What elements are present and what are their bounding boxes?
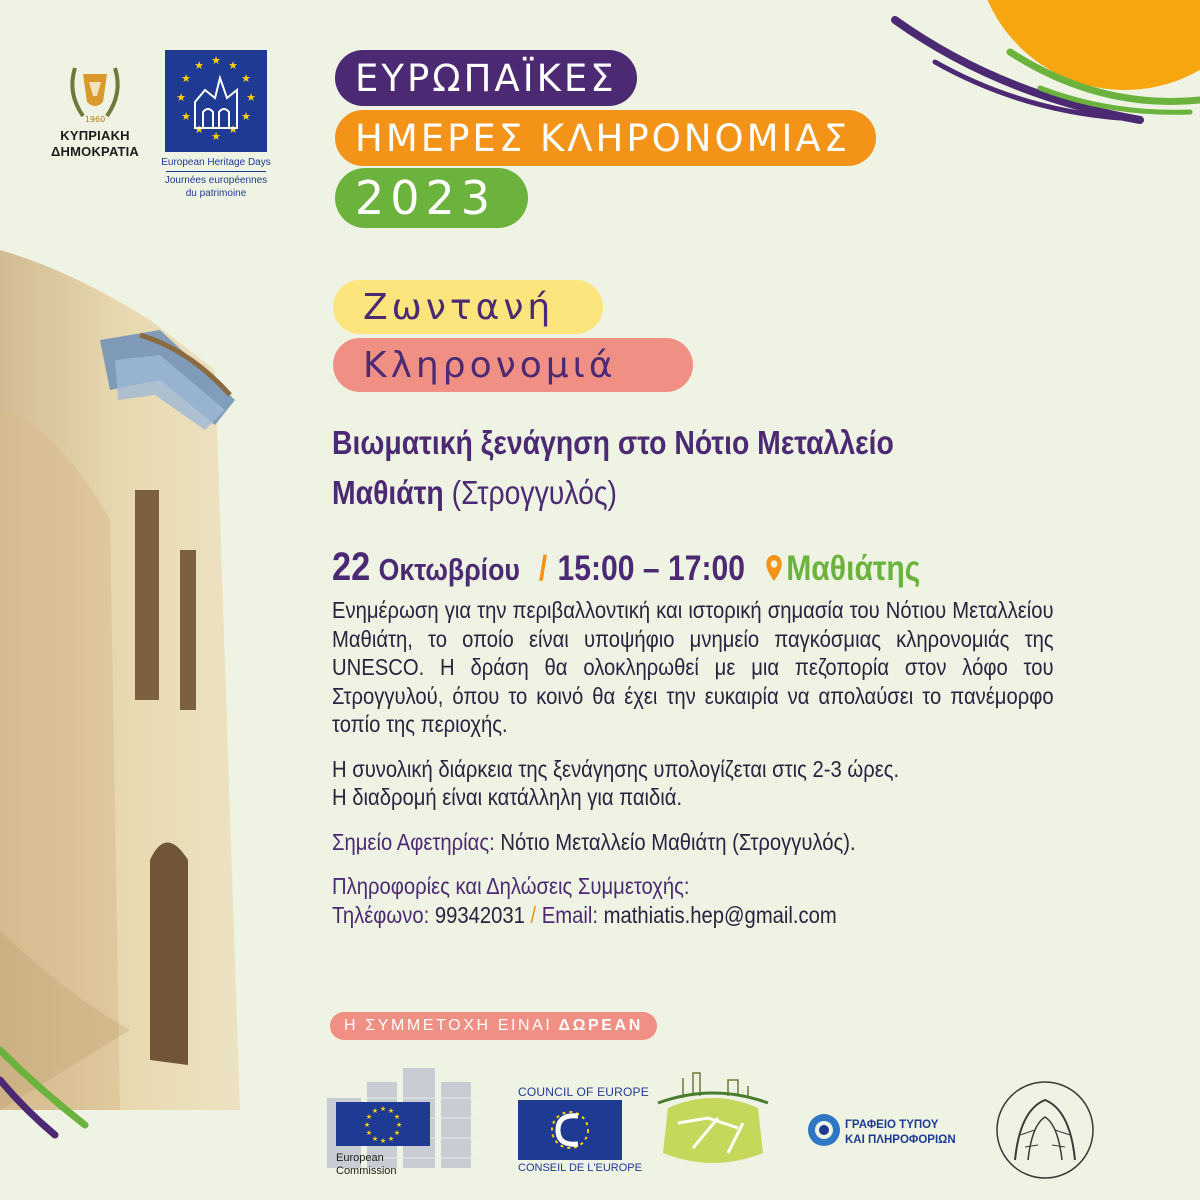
council-of-europe-icon [518,1100,622,1160]
title-year: 2023 [335,168,528,228]
suitability-line: Η διαδρομή είναι κατάλληλη για παιδιά. [332,784,683,810]
start-point-value: Νότιο Μεταλλείο Μαθιάτη (Στρογγυλός). [494,828,856,855]
svg-text:★: ★ [395,1121,403,1129]
svg-text:★: ★ [365,1113,373,1121]
theme-line1: Ζωντανή [333,280,603,334]
eu-flag-stars-icon [336,1102,430,1146]
cyprus-name-line1: ΚΥΠΡΙΑΚΗ [60,128,130,143]
ec-line2: Commission [336,1165,397,1177]
ehd-line2: Journées européennes [164,175,268,186]
svg-text:★: ★ [393,1113,401,1121]
info-label: Πληροφορίες και Δηλώσεις Συμμετοχής: [332,873,690,899]
svg-text:★: ★ [241,110,251,123]
contact-line [332,901,1054,930]
building-illustration [0,230,320,1140]
svg-text:★: ★ [363,1121,371,1129]
svg-text:★: ★ [194,59,204,72]
svg-text:★: ★ [211,130,221,143]
svg-text:★: ★ [176,91,186,104]
cave-icon [990,1075,1100,1185]
email-value[interactable]: mathiatis.hep@gmail.com [598,901,837,928]
svg-text:★: ★ [194,123,204,136]
european-commission-label [336,1152,397,1178]
map-pin-icon [766,554,783,582]
event-title-line1: Βιωματική ξενάγηση στο Νότιο Μεταλλείο [332,424,894,461]
pio-line2: ΚΑΙ ΠΛΗΡΟΦΟΡΙΩΝ [845,1134,956,1146]
press-office-icon [806,1112,842,1148]
contact-separator: / [530,901,537,928]
european-heritage-days-logo [165,50,267,152]
eu-flag [336,1102,430,1146]
svg-text:1960: 1960 [84,115,106,124]
free-participation-badge [330,1012,657,1040]
cyprus-name-line2: ΔΗΜΟΚΡΑΤΙΑ [50,144,140,159]
duration-line: Η συνολική διάρκεια της ξενάγησης υπολογίζεται στις 2-3 ώρες. [332,755,900,782]
pio-line1: ΓΡΑΦΕΙΟ ΤΥΠΟΥ [845,1119,939,1131]
press-office-label [845,1118,956,1148]
event-title-line2-bold: Μαθιάτη [332,474,444,511]
svg-text:★: ★ [393,1129,401,1137]
email-label: Email: [536,901,599,928]
event-date-month: Οκτωβρίου [378,552,520,587]
svg-text:★: ★ [379,1137,387,1145]
council-of-europe-label: COUNCIL OF EUROPE [518,1085,649,1099]
event-location: Μαθιάτης [786,549,921,588]
planning-dept-icon [648,1068,778,1178]
theme-line2: Κληρονομιά [333,338,693,392]
event-title-line2-regular: (Στρογγυλός) [443,474,618,511]
svg-text:★: ★ [365,1129,373,1137]
svg-text:★: ★ [241,72,251,85]
ec-line1: European [336,1152,384,1164]
description-paragraph-1: Ενημέρωση για την περιβαλλοντική και ιστορική σημασία του Νότιου Μεταλλείου Μαθιάτη, το οποίο είναι υποψήφιο μνημείο παγκόσμιας κληρονομιάς της UNESCO. Η δράση θα ολοκληρωθεί με μια πεζοπορία στον λόφο του Στρογγυλού, όπου το κοινό θα έχει την ευκαιρία να απολαύσει το πανέμορφο τοπίο της περιοχής. [332,597,1054,737]
svg-text:★: ★ [371,1135,379,1143]
svg-text:★: ★ [387,1135,395,1143]
cyprus-emblem-icon [63,58,127,124]
date-separator: / [538,549,548,588]
event-date-day: 22 [332,545,371,589]
european-heritage-days-caption [160,156,272,200]
ehd-line1: European Heritage Days [161,157,271,168]
svg-text:★: ★ [228,59,238,72]
council-of-europe-logo [518,1100,622,1160]
svg-text:★: ★ [228,123,238,136]
event-title [332,418,1089,518]
start-point-label: Σημείο Αφετηρίας: [332,828,495,855]
phone-value[interactable]: 99342031 [429,901,531,928]
event-date-row [332,545,920,590]
free-badge-text: Η ΣΥΜΜΕΤΟΧΗ ΕΙΝΑΙ [344,1017,553,1034]
ehd-line3: du patrimoine [185,188,247,199]
title-line2: ΗΜΕΡΕΣ ΚΛΗΡΟΝΟΜΙΑΣ [335,110,876,166]
svg-text:★: ★ [181,110,191,123]
svg-text:★: ★ [246,91,256,104]
event-description [332,596,1054,929]
conseil-de-leurope-label: CONSEIL DE L'EUROPE [518,1162,642,1174]
cyprus-republic-logo [40,58,150,160]
svg-text:★: ★ [211,54,221,67]
svg-text:★: ★ [387,1107,395,1115]
title-line1: ΕΥΡΩΠΑΪΚΕΣ [335,50,637,106]
svg-text:★: ★ [371,1107,379,1115]
eu-stars-icon [165,50,267,152]
free-badge-emphasis: ΔΩΡΕΑΝ [558,1017,643,1034]
event-time: 15:00 – 17:00 [557,549,745,588]
phone-label: Τηλέφωνο: [332,901,430,928]
svg-text:★: ★ [181,72,191,85]
svg-text:★: ★ [379,1105,387,1113]
